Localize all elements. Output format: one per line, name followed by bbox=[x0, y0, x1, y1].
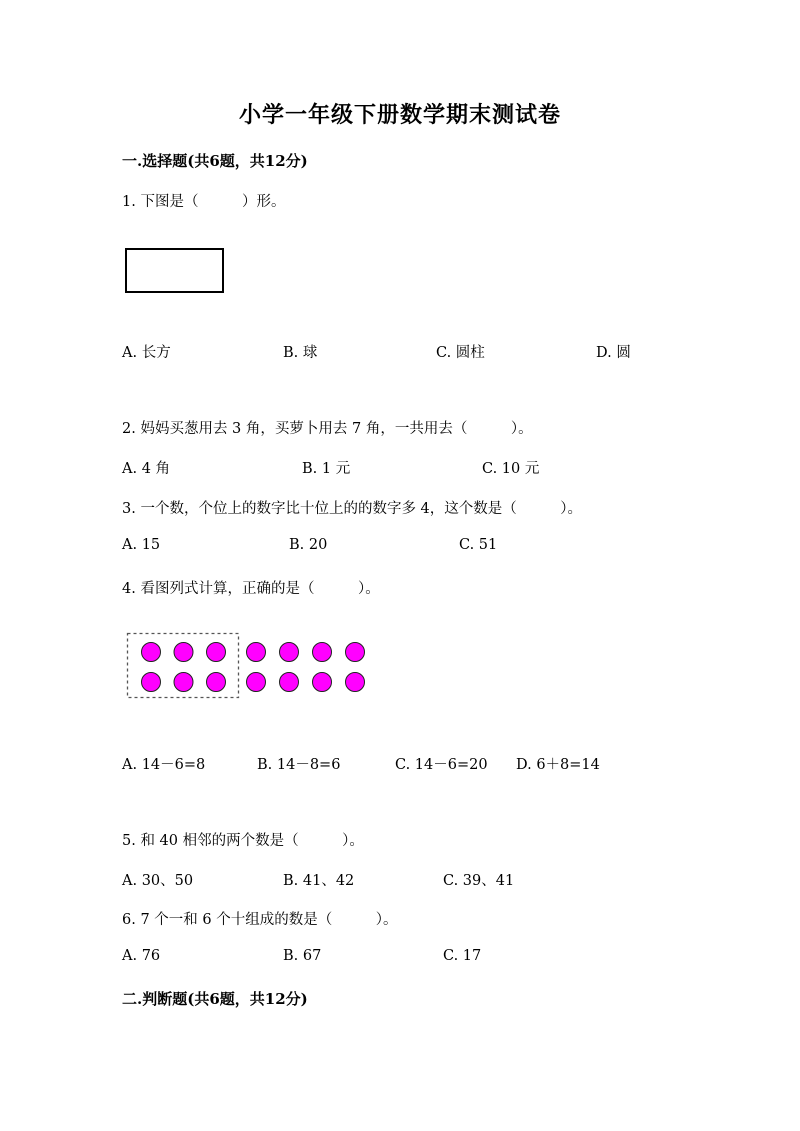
q5-option-a: A. 30、50 bbox=[122, 873, 194, 889]
q1-option-d: D. 圆 bbox=[596, 345, 631, 361]
loose-dot bbox=[346, 643, 365, 662]
question-1: 1. 下图是（ ）形。 bbox=[122, 194, 286, 210]
q1-option-a: A. 长方 bbox=[122, 345, 171, 361]
q3-option-a: A. 15 bbox=[122, 537, 161, 553]
q6-option-b: B. 67 bbox=[283, 948, 322, 964]
rectangle-figure bbox=[125, 248, 224, 293]
boxed-dot bbox=[174, 673, 193, 692]
question-3: 3. 一个数，个位上的数字比十位上的的数字多 4，这个数是（ ）。 bbox=[122, 501, 583, 517]
q2-option-c: C. 10 元 bbox=[482, 461, 540, 477]
q4-option-c: C. 14－6=20 bbox=[395, 757, 488, 773]
boxed-dot bbox=[207, 643, 226, 662]
q1-option-b: B. 球 bbox=[283, 345, 318, 361]
section-heading-choice: 一.选择题(共6题，共12分) bbox=[122, 152, 308, 170]
q4-option-b: B. 14－8=6 bbox=[257, 757, 341, 773]
question-4: 4. 看图列式计算，正确的是（ ）。 bbox=[122, 581, 380, 597]
q1-option-c: C. 圆柱 bbox=[436, 345, 485, 361]
question-2: 2. 妈妈买葱用去 3 角，买萝卜用去 7 角，一共用去（ ）。 bbox=[122, 421, 533, 437]
question-6: 6. 7 个一和 6 个十组成的数是（ ）。 bbox=[122, 912, 398, 928]
section-heading-judge: 二.判断题(共6题，共12分) bbox=[122, 990, 308, 1008]
loose-dot bbox=[313, 643, 332, 662]
q5-option-b: B. 41、42 bbox=[283, 873, 355, 889]
q5-option-c: C. 39、41 bbox=[443, 873, 515, 889]
loose-dot bbox=[247, 643, 266, 662]
question-5: 5. 和 40 相邻的两个数是（ ）。 bbox=[122, 833, 364, 849]
q3-option-c: C. 51 bbox=[459, 537, 498, 553]
q4-option-a: A. 14－6=8 bbox=[122, 757, 206, 773]
q4-option-d: D. 6＋8=14 bbox=[516, 757, 600, 773]
q2-option-b: B. 1 元 bbox=[302, 461, 351, 477]
loose-dot bbox=[280, 673, 299, 692]
boxed-dot bbox=[142, 643, 161, 662]
dots-figure bbox=[126, 632, 376, 704]
loose-dot bbox=[346, 673, 365, 692]
boxed-dot bbox=[207, 673, 226, 692]
page-title: 小学一年级下册数学期末测试卷 bbox=[238, 102, 561, 128]
dots-group bbox=[142, 643, 365, 692]
loose-dot bbox=[247, 673, 266, 692]
q6-option-a: A. 76 bbox=[122, 948, 161, 964]
q3-option-b: B. 20 bbox=[289, 537, 328, 553]
loose-dot bbox=[313, 673, 332, 692]
loose-dot bbox=[280, 643, 299, 662]
boxed-dot bbox=[142, 673, 161, 692]
boxed-dot bbox=[174, 643, 193, 662]
q2-option-a: A. 4 角 bbox=[122, 461, 171, 477]
q6-option-c: C. 17 bbox=[443, 948, 482, 964]
